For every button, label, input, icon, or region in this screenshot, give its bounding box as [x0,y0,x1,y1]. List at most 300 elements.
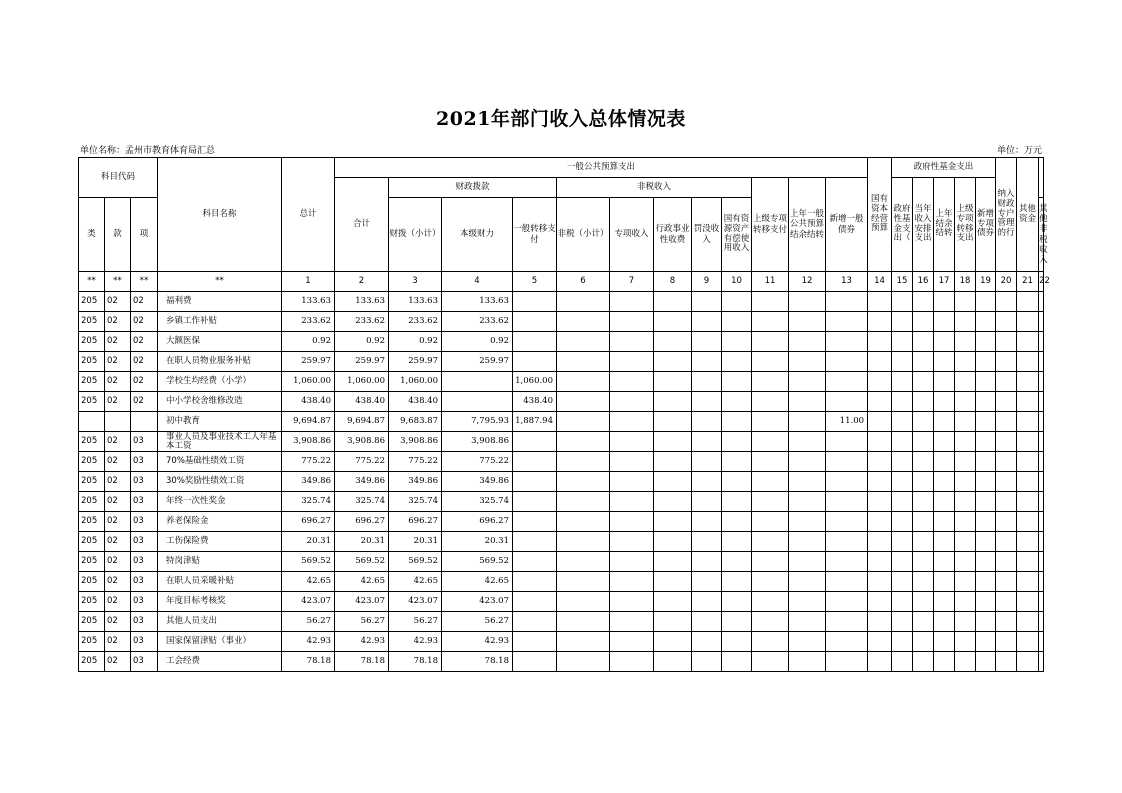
amount-cell [955,492,976,512]
amount-cell [934,652,955,672]
last-year-balance-cell [826,512,868,532]
col-number: 14 [868,272,892,292]
total-header: 总计 [282,158,335,272]
general-transfer-cell: 1,887.94 [513,412,557,432]
table-row [79,652,1044,672]
amount-cell [955,512,976,532]
col-number: 13 [826,272,868,292]
subject-name-cell: 特岗津贴 [158,552,282,572]
subject-name-cell: 大额医保 [158,332,282,352]
xiang-cell: 02 [131,392,158,412]
amount-cell [892,592,913,612]
subject-name-cell: 工会经费 [158,652,282,672]
amount-cell [892,432,913,452]
table-row [79,512,1044,532]
last-year-balance-cell [826,292,868,312]
kuan-cell: 02 [105,392,131,412]
amount-cell [868,452,892,472]
subject-name-cell: 30%奖励性绩效工资 [158,472,282,492]
xiang-cell: 03 [131,432,158,452]
amount-cell [654,292,692,312]
kuan-cell: 02 [105,352,131,372]
xiang-cell: 03 [131,472,158,492]
last-year-balance-cell [826,492,868,512]
other-funds-header: 其他资金 [1017,158,1039,272]
amount-cell [996,372,1017,392]
amount-cell [934,572,955,592]
last-year-balance-cell [826,532,868,552]
amount-cell [976,352,996,372]
amount-cell [868,532,892,552]
col-number: 3 [389,272,442,292]
table-row [79,392,1044,412]
kuan-cell: 02 [105,552,131,572]
kuan-cell: 02 [105,572,131,592]
local-finance-cell [442,392,513,412]
lei-cell: 205 [79,492,105,512]
amount-cell [868,352,892,372]
last-year-balance-cell [826,312,868,332]
col-number: 5 [513,272,557,292]
amount-cell [557,352,610,372]
col-number: 19 [976,272,996,292]
amount-cell [654,652,692,672]
amount-cell [976,472,996,492]
amount-cell [868,312,892,332]
amount-cell [913,332,934,352]
amount-cell [868,412,892,432]
lei-cell: 205 [79,612,105,632]
amount-cell [1039,432,1044,452]
amount-cell [976,312,996,332]
amount-cell [976,492,996,512]
subject-name-cell: 福利费 [158,292,282,312]
amount-cell [934,292,955,312]
kuan-cell: 02 [105,372,131,392]
amount-cell [789,352,826,372]
xiang-cell [131,412,158,432]
amount-cell [996,552,1017,572]
local-finance-cell: 56.27 [442,612,513,632]
subject-name-cell: 中小学校舍维修改造 [158,392,282,412]
table-row [79,532,1044,552]
amount-cell [976,572,996,592]
amount-cell [610,572,654,592]
amount-cell [752,552,789,572]
kuan-cell: 02 [105,492,131,512]
amount-cell [996,592,1017,612]
penalty-header: 罚没收入 [692,198,722,272]
col-number: 7 [610,272,654,292]
amount-cell [913,292,934,312]
general-transfer-cell [513,532,557,552]
amount-cell [1017,352,1039,372]
amount-cell [789,312,826,332]
amount-cell [1039,612,1044,632]
general-transfer-header: 一般转移支付 [513,198,557,272]
amount-cell [789,332,826,352]
amount-cell [892,612,913,632]
new-bonds-header: 新增一般债券 [826,178,868,272]
amount-cell [934,392,955,412]
amount-cell [557,512,610,532]
amount-cell [610,532,654,552]
general-transfer-cell [513,492,557,512]
general-transfer-cell [513,452,557,472]
amount-cell [976,292,996,312]
amount-cell [692,292,722,312]
kuan-cell: 02 [105,512,131,532]
amount-cell [868,652,892,672]
stars-cell: ** [105,272,131,292]
amount-cell [996,472,1017,492]
amount-cell [1017,392,1039,412]
amount-cell [654,412,692,432]
table-row [79,312,1044,332]
local-finance-cell: 259.97 [442,352,513,372]
amount-cell [692,472,722,492]
amount-cell [692,372,722,392]
subject-name-cell: 年终一次性奖金 [158,492,282,512]
general-transfer-cell: 1,060.00 [513,372,557,392]
amount-cell [868,392,892,412]
fiscal-subtotal-cell: 1,060.00 [389,372,442,392]
fiscal-subtotal-cell: 42.65 [389,572,442,592]
amount-cell [722,332,752,352]
fiscal-subtotal-header: 财拨（小计） [389,198,442,272]
amount-cell [789,612,826,632]
amount-cell [692,492,722,512]
amount-cell [789,432,826,452]
amount-cell [752,312,789,332]
heji-cell: 42.65 [335,572,389,592]
amount-cell [976,632,996,652]
amount-cell [610,352,654,372]
xiang-cell: 02 [131,312,158,332]
other-nontax-header: 其他非税收入 [1039,198,1044,272]
amount-cell [722,292,752,312]
kuan-cell: 02 [105,612,131,632]
amount-cell [913,412,934,432]
total-cell: 42.93 [282,632,335,652]
lei-cell: 205 [79,532,105,552]
heji-cell: 775.22 [335,452,389,472]
general-transfer-cell [513,292,557,312]
amount-cell [868,632,892,652]
gov-fund-total-header: 政府性基金支出（ [892,178,913,272]
kuan-cell: 02 [105,292,131,312]
amount-cell [868,612,892,632]
amount-cell [654,632,692,652]
lei-cell: 205 [79,352,105,372]
col-number: 21 [1017,272,1039,292]
xiang-cell: 03 [131,532,158,552]
amount-cell [913,652,934,672]
amount-cell [892,372,913,392]
amount-cell [913,572,934,592]
fiscal-subtotal-cell: 233.62 [389,312,442,332]
fiscal-subtotal-cell: 696.27 [389,512,442,532]
lei-cell: 205 [79,652,105,672]
amount-cell [557,492,610,512]
amount-cell [934,432,955,452]
general-transfer-cell [513,612,557,632]
amount-cell [752,632,789,652]
heji-cell: 438.40 [335,392,389,412]
amount-cell [722,612,752,632]
amount-cell [722,352,752,372]
amount-cell [610,392,654,412]
amount-cell [996,572,1017,592]
col-number: 11 [752,272,789,292]
last-year-balance-cell [826,472,868,492]
amount-cell [913,312,934,332]
amount-cell [722,372,752,392]
amount-cell [892,492,913,512]
subject-name-cell: 70%基础性绩效工资 [158,452,282,472]
amount-cell [955,352,976,372]
xiang-cell: 03 [131,512,158,532]
amount-cell [955,552,976,572]
amount-cell [752,532,789,552]
col-number: 10 [722,272,752,292]
total-cell: 9,694.87 [282,412,335,432]
kuan-cell: 02 [105,592,131,612]
amount-cell [654,612,692,632]
amount-cell [692,412,722,432]
amount-cell [752,372,789,392]
amount-cell [996,452,1017,472]
amount-cell [557,452,610,472]
amount-cell [557,652,610,672]
amount-cell [892,332,913,352]
total-cell: 423.07 [282,592,335,612]
amount-cell [996,532,1017,552]
amount-cell [892,352,913,372]
amount-cell [610,512,654,532]
subject-name-cell: 乡镇工作补贴 [158,312,282,332]
last-year-balance-header: 上年一般公共预算结余结转 [789,178,826,272]
local-finance-cell: 42.93 [442,632,513,652]
table-header [79,158,1050,292]
col-number: 15 [892,272,913,292]
lei-cell: 205 [79,292,105,312]
amount-cell [789,392,826,412]
kuan-cell: 02 [105,432,131,452]
amount-cell [557,332,610,352]
fiscal-subtotal-cell: 349.86 [389,472,442,492]
amount-cell [996,612,1017,632]
kuan-cell: 02 [105,532,131,552]
amount-cell [557,612,610,632]
amount-cell [996,432,1017,452]
amount-cell [934,512,955,532]
heji-cell: 133.63 [335,292,389,312]
local-finance-cell: 349.86 [442,472,513,492]
amount-cell [934,332,955,352]
heji-cell: 325.74 [335,492,389,512]
amount-cell [1039,292,1044,312]
general-transfer-cell [513,432,557,452]
total-cell: 3,908.86 [282,432,335,452]
local-finance-cell: 42.65 [442,572,513,592]
table-row [79,352,1044,372]
fiscal-subtotal-cell: 133.63 [389,292,442,312]
heji-cell: 0.92 [335,332,389,352]
amount-cell [610,412,654,432]
lei-cell: 205 [79,472,105,492]
total-cell: 42.65 [282,572,335,592]
local-finance-cell: 775.22 [442,452,513,472]
amount-cell [789,372,826,392]
total-cell: 775.22 [282,452,335,472]
fiscal-subtotal-cell: 325.74 [389,492,442,512]
last-year-balance-cell [826,652,868,672]
fiscal-subtotal-cell: 20.31 [389,532,442,552]
amount-cell [955,432,976,452]
amount-cell [955,592,976,612]
amount-cell [1017,372,1039,392]
amount-cell [654,492,692,512]
amount-cell [996,652,1017,672]
col-number: 2 [335,272,389,292]
local-finance-cell: 696.27 [442,512,513,532]
xiang-cell: 03 [131,632,158,652]
current-year-header: 当年收入安排支出 [913,178,934,272]
amount-cell [692,612,722,632]
fiscal-subtotal-cell: 423.07 [389,592,442,612]
amount-cell [789,632,826,652]
total-cell: 0.92 [282,332,335,352]
amount-cell [1039,632,1044,652]
amount-cell [789,412,826,432]
table-row [79,552,1044,572]
amount-cell [1039,372,1044,392]
amount-cell [913,492,934,512]
col-number: 17 [934,272,955,292]
amount-cell [722,432,752,452]
amount-cell [610,652,654,672]
unit-measure: 单位：万元 [996,146,1042,156]
amount-cell [789,552,826,572]
amount-cell [789,292,826,312]
last-year-balance-cell [826,392,868,412]
admin-fee-header: 行政事业性收费 [654,198,692,272]
amount-cell [1039,392,1044,412]
unit-name: 单位名称：孟州市教育体育局汇总 [80,146,216,156]
fiscal-account-header: 纳入财政专户管理的行 [996,158,1017,272]
amount-cell [955,372,976,392]
non-tax-header: 非税收入 [557,178,752,198]
subject-name-cell: 年度目标考核奖 [158,592,282,612]
heji-cell: 42.93 [335,632,389,652]
amount-cell [913,612,934,632]
lei-cell: 205 [79,512,105,532]
amount-cell [557,572,610,592]
total-cell: 56.27 [282,612,335,632]
amount-cell [692,312,722,332]
xiang-cell: 03 [131,652,158,672]
amount-cell [892,652,913,672]
general-transfer-cell [513,352,557,372]
amount-cell [692,632,722,652]
amount-cell [976,592,996,612]
heji-cell: 9,694.87 [335,412,389,432]
amount-cell [752,412,789,432]
amount-cell [789,532,826,552]
amount-cell [752,332,789,352]
amount-cell [934,492,955,512]
amount-cell [692,532,722,552]
lei-cell: 205 [79,592,105,612]
fiscal-subtotal-cell: 9,683.87 [389,412,442,432]
amount-cell [610,632,654,652]
subject-name-cell: 初中教育 [158,412,282,432]
local-finance-cell: 569.52 [442,552,513,572]
local-finance-cell: 133.63 [442,292,513,312]
amount-cell [557,412,610,432]
local-finance-cell: 233.62 [442,312,513,332]
last-year-balance-cell [826,552,868,572]
col-number: 1 [282,272,335,292]
heji-cell: 696.27 [335,512,389,532]
table-row [79,632,1044,652]
amount-cell [1017,292,1039,312]
amount-cell [557,472,610,492]
kuan-header: 款 [105,198,131,272]
gov-fund-header: 政府性基金支出 [892,158,996,178]
amount-cell [1039,312,1044,332]
amount-cell [692,572,722,592]
amount-cell [752,452,789,472]
upper-special-header: 上级专项转移支付 [752,178,789,272]
local-finance-cell: 78.18 [442,652,513,672]
amount-cell [934,632,955,652]
amount-cell [913,552,934,572]
lei-cell: 205 [79,372,105,392]
amount-cell [868,512,892,532]
amount-cell [1017,632,1039,652]
table-row [79,592,1044,612]
amount-cell [892,312,913,332]
amount-cell [722,412,752,432]
heji-cell: 78.18 [335,652,389,672]
amount-cell [913,372,934,392]
col-number: 6 [557,272,610,292]
fiscal-subtotal-cell: 0.92 [389,332,442,352]
amount-cell [934,472,955,492]
amount-cell [789,652,826,672]
amount-cell [1017,652,1039,672]
fiscal-subtotal-cell: 78.18 [389,652,442,672]
amount-cell [722,532,752,552]
amount-cell [752,492,789,512]
amount-cell [934,412,955,432]
last-year-balance-cell [826,332,868,352]
amount-cell [1017,332,1039,352]
amount-cell [976,532,996,552]
xiang-cell: 03 [131,492,158,512]
last-year-balance-cell [826,632,868,652]
amount-cell [955,452,976,472]
income-table [78,157,1050,672]
col-number: 8 [654,272,692,292]
column-number-row [79,272,1044,292]
kuan-cell: 02 [105,632,131,652]
general-transfer-cell [513,632,557,652]
amount-cell [692,452,722,472]
amount-cell [752,592,789,612]
